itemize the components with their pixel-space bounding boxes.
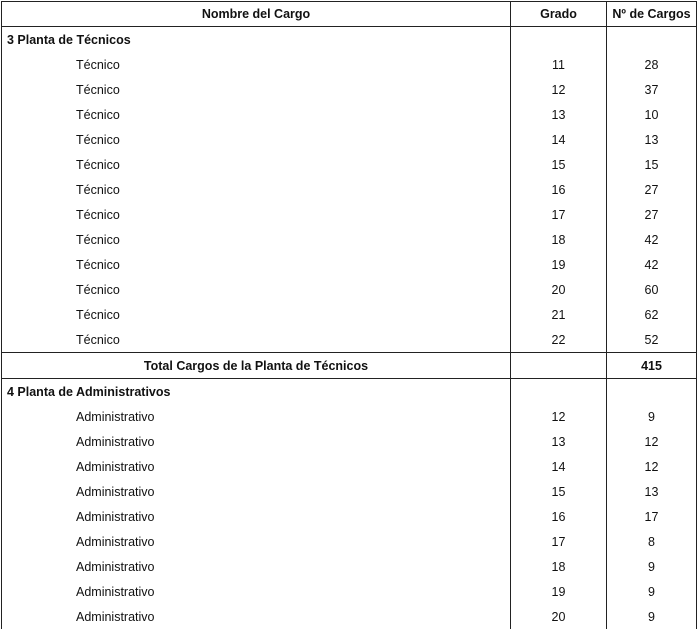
- cargo-grado: 15: [511, 479, 607, 504]
- cargo-grado: 12: [511, 77, 607, 102]
- cargo-name: Administrativo: [2, 504, 511, 529]
- table-row: [2, 152, 697, 177]
- table-row: [2, 177, 697, 202]
- cargo-name: Técnico: [2, 102, 511, 127]
- cargo-name: Técnico: [2, 252, 511, 277]
- cargo-grado: 15: [511, 152, 607, 177]
- cargo-count: 13: [607, 479, 697, 504]
- cargo-name: Técnico: [2, 177, 511, 202]
- table-row: [2, 302, 697, 327]
- cargo-count: 9: [607, 579, 697, 604]
- table-row: [2, 102, 697, 127]
- cargo-count: 42: [607, 252, 697, 277]
- cargos-table: [1, 1, 697, 629]
- cargo-grado: 19: [511, 579, 607, 604]
- table-row: [2, 604, 697, 629]
- cargo-grado: 20: [511, 604, 607, 629]
- cargo-grado: 14: [511, 127, 607, 152]
- cargo-count: 9: [607, 404, 697, 429]
- cargo-count: 60: [607, 277, 697, 302]
- table-row: [2, 404, 697, 429]
- cargo-count: 12: [607, 454, 697, 479]
- cargo-grado: 13: [511, 429, 607, 454]
- cargo-count: 28: [607, 52, 697, 77]
- cargo-grado: 14: [511, 454, 607, 479]
- cargo-count: 8: [607, 529, 697, 554]
- table-row: [2, 252, 697, 277]
- cargo-grado: 11: [511, 52, 607, 77]
- cargo-count: 27: [607, 177, 697, 202]
- cargo-grado: 16: [511, 177, 607, 202]
- total-label: Total Cargos de la Planta de Técnicos: [2, 353, 511, 379]
- cargo-name: Administrativo: [2, 404, 511, 429]
- cargo-name: Técnico: [2, 127, 511, 152]
- table-row: [2, 202, 697, 227]
- cargo-grado: 17: [511, 529, 607, 554]
- table-row: [2, 227, 697, 252]
- table-header-row: [2, 2, 697, 27]
- cargo-name: Administrativo: [2, 479, 511, 504]
- header-grado: Grado: [511, 2, 607, 27]
- table-row: [2, 52, 697, 77]
- cargo-count: 9: [607, 554, 697, 579]
- cargo-name: Técnico: [2, 302, 511, 327]
- total-row: [2, 353, 697, 379]
- cargo-name: Administrativo: [2, 454, 511, 479]
- total-value: 415: [607, 353, 697, 379]
- section-header-row: [2, 27, 697, 53]
- cargo-grado: 18: [511, 227, 607, 252]
- cargo-name: Técnico: [2, 202, 511, 227]
- cargo-name: Administrativo: [2, 579, 511, 604]
- cargo-name: Técnico: [2, 52, 511, 77]
- cargo-count: 10: [607, 102, 697, 127]
- cargo-grado: 17: [511, 202, 607, 227]
- table-row: [2, 554, 697, 579]
- table-row: [2, 479, 697, 504]
- cargo-name: Técnico: [2, 227, 511, 252]
- cargo-count: 17: [607, 504, 697, 529]
- cargo-grado: 21: [511, 302, 607, 327]
- cargo-grado: 19: [511, 252, 607, 277]
- header-nombre-del-cargo: Nombre del Cargo: [2, 2, 511, 27]
- section-header-row: [2, 379, 697, 405]
- table-row: [2, 277, 697, 302]
- cargo-count: 52: [607, 327, 697, 353]
- cargo-count: 13: [607, 127, 697, 152]
- cargo-grado: 18: [511, 554, 607, 579]
- table-row: [2, 579, 697, 604]
- cargo-grado: 16: [511, 504, 607, 529]
- cargo-name: Administrativo: [2, 604, 511, 629]
- cargo-count: 27: [607, 202, 697, 227]
- cargo-name: Técnico: [2, 327, 511, 353]
- cargo-name: Administrativo: [2, 554, 511, 579]
- section-title: 3 Planta de Técnicos: [2, 27, 511, 53]
- cargo-name: Administrativo: [2, 529, 511, 554]
- cargo-name: Administrativo: [2, 429, 511, 454]
- section-title: 4 Planta de Administrativos: [2, 379, 511, 405]
- cargo-grado: 22: [511, 327, 607, 353]
- header-numero-de-cargos: Nº de Cargos: [607, 2, 697, 27]
- table-row: [2, 327, 697, 353]
- cargo-grado: 20: [511, 277, 607, 302]
- cargo-count: 37: [607, 77, 697, 102]
- cargo-count: 62: [607, 302, 697, 327]
- cargo-count: 15: [607, 152, 697, 177]
- cargo-count: 12: [607, 429, 697, 454]
- table-row: [2, 77, 697, 102]
- table-row: [2, 504, 697, 529]
- cargo-grado: 13: [511, 102, 607, 127]
- cargo-grado: 12: [511, 404, 607, 429]
- table-row: [2, 429, 697, 454]
- cargo-count: 9: [607, 604, 697, 629]
- table-row: [2, 127, 697, 152]
- cargo-count: 42: [607, 227, 697, 252]
- table-row: [2, 529, 697, 554]
- cargo-name: Técnico: [2, 277, 511, 302]
- cargo-name: Técnico: [2, 152, 511, 177]
- table-row: [2, 454, 697, 479]
- cargo-name: Técnico: [2, 77, 511, 102]
